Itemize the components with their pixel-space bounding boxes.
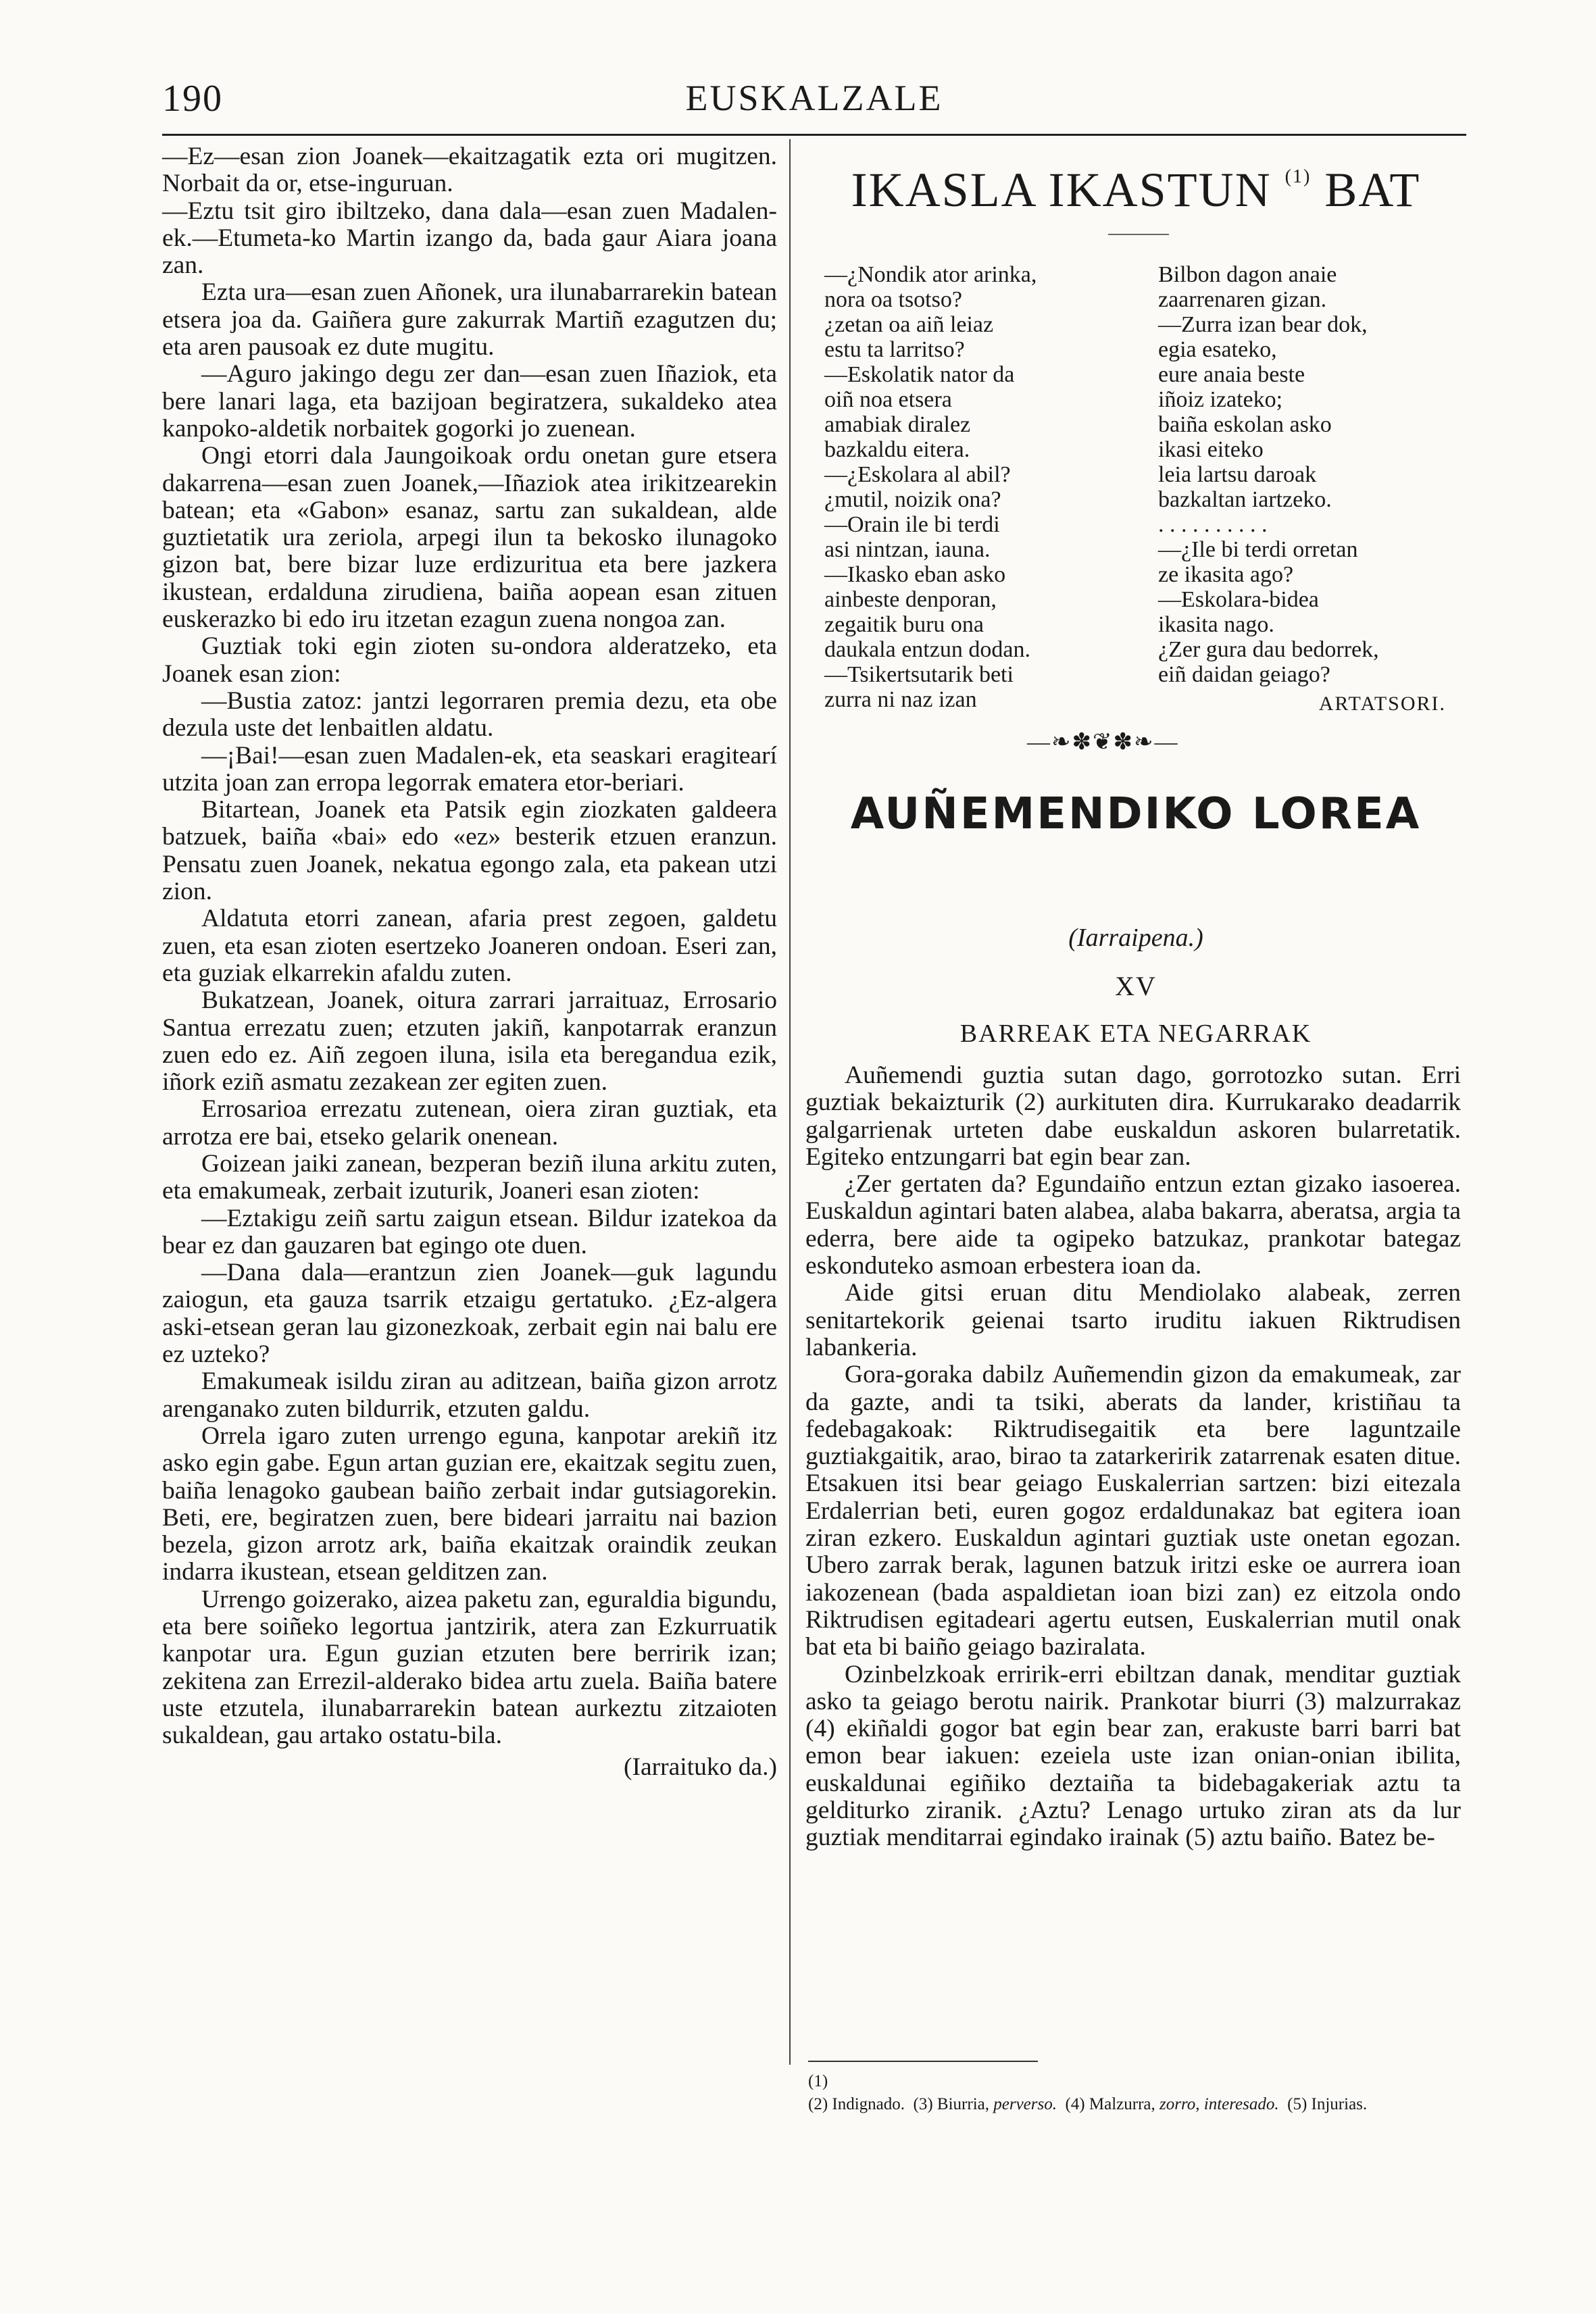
story-paragraph: —Eztakigu zeiñ sartu zaigun etsean. Bildur izatekoa da bear ez dan gauzaren bat egingo ote duen.	[162, 1204, 777, 1259]
story-column	[162, 143, 777, 1781]
footnote-4: (4) Malzurra,	[1065, 2095, 1155, 2113]
poem-line: estu ta larritso?	[824, 337, 965, 362]
chapter-title: BARREAK ETA NEGARRAK	[959, 1020, 1312, 1048]
poem-line: ikasita nago.	[1158, 612, 1274, 637]
poem-line: oiñ noa etsera	[824, 387, 952, 412]
poem-line: iñoiz izateko;	[1158, 387, 1283, 412]
story-paragraph: Urrengo goizerako, aizea paketu zan, eguraldia bigundu, eta bere soiñeko legortua jantzirik, atera zan Ezkurruatik kanpotar ura. Egun guzian etzuten bere berririk izan; zekitena zan Errezil-alderako bidea artu zuela. Baiña batere uste etzutela, ilunabarrarekin batean aurkeztu zitzaioten sukaldean, gau artako ostatu-bila.	[162, 1585, 777, 1750]
poem-title	[808, 162, 1464, 218]
poem-title-note: (1)	[1285, 166, 1312, 187]
footnotes-line-1	[808, 2093, 1457, 2116]
poem-line: zaarrenaren gizan.	[1158, 287, 1327, 312]
poem-line: ikasi eiteko	[1158, 437, 1264, 462]
story-paragraph: Ezta ura—esan zuen Añonek, ura ilunabarrarekin batean etsera joa da. Gaiñera gure zakurrak Martiñ ezagutzen du; eta aren pausoak ez dute mugitu.	[162, 278, 777, 361]
poem-line: baiña eskolan asko	[1158, 412, 1332, 437]
poem-title-rest: BAT	[1324, 163, 1421, 217]
story-paragraph: —Ez—esan zion Joanek—ekaitzagatik ezta ori mugitzen. Norbait da or, etse-inguruan.	[162, 143, 777, 198]
story-paragraph: Bukatzean, Joanek, oitura zarrari jarraituaz, Errosario Santua errezatu zuen; etzuten jakiñ, kanpotarrak eranzun zuen edo ez. Aiñ zegoen iluna, isila eta beregandua ezik, iñork eziñ asmatu zezakean zer egiten zuen.	[162, 986, 777, 1097]
poem-line: —¿Nondik ator arinka,	[824, 262, 1037, 287]
poem-line: ¿mutil, noizik ona?	[824, 487, 1001, 512]
poem-line: bazkaltan iartzeko.	[1158, 487, 1332, 512]
footnote-3: (3) Biurria,	[913, 2095, 989, 2113]
story-paragraph: Emakumeak isildu ziran au aditzean, baiña gizon arrotz arenganako zuten bildurrik, etzuten galdu.	[162, 1367, 777, 1423]
poem-line: zegaitik buru ona	[824, 612, 984, 637]
poem-line: —¿Ile bi terdi orretan	[1158, 537, 1358, 562]
column-divider	[789, 139, 791, 2065]
story-paragraph: —¡Bai!—esan zuen Madalen-ek, eta seaskari eragitearí utzita joan zan erropa legorrak ematera etor-beriari.	[162, 741, 777, 797]
poem-line: . . . . . . . . . .	[1158, 512, 1268, 537]
chapter-number: XV	[1115, 971, 1157, 1001]
ornament-divider: —❧✽❦✽❧—	[1027, 730, 1179, 755]
article-paragraph: Gora-goraka dabilz Auñemendin gizon da emakumeak, zar da gazte, andi ta tsiki, aberats da lander, kristiñau ta fedebagakoak: Riktrudisegaitik eta bere laguntzaile guztiakgaitik, arao, birao ta zatarkeririk zatarrenak esaten ditue. Etsakuen itsi bear geiago Euskalerrian sartzen: bizi eitezala Erdalerrian beti, euren gogoz erdaldunakaz bat egitera ioan ziran ezkero. Euskaldun agintari guztiak uste onetan egozan. Ubero zarrak berak, lagunen batzuk iritzi eske oe aurrera ioan iakozenean (bada aspaldietan ioan bizi zan) ez eitzola ondo Riktrudisen egitadeari agertu eutsen, Euskalerrian mutil onak bat eta bi baiño geiago baziralata.	[805, 1361, 1461, 1661]
article-column	[805, 1062, 1461, 1852]
page-header	[162, 73, 1466, 136]
story-paragraph: Aldatuta etorri zanean, afaria prest zegoen, galdetu zuen, eta esan zioten esertzeko Joaneren ondoan. Eseri zan, eta guziak elkarrekin afaldu zuten.	[162, 905, 777, 987]
article-subtitle: (Iarraipena.)	[1068, 924, 1203, 952]
page-number: 190	[162, 78, 223, 120]
poem-line: ¿Zer gura dau bedorrek,	[1158, 637, 1379, 662]
footnote-3-gloss: perverso.	[993, 2095, 1057, 2113]
poem-line: —Eskolatik nator da	[824, 362, 1015, 387]
poem-title-text: IKASLA IKASTUN	[851, 163, 1272, 217]
poem-line: egia esateko,	[1158, 337, 1277, 362]
poem-line: daukala entzun dodan.	[824, 637, 1030, 662]
article-paragraph: Auñemendi guztia sutan dago, gorrotozko sutan. Erri guztiak bekaizturik (2) aurkituten dira. Kurrukarako deadarrik galgarrienak urteten dabe euskaldun askoren bularretatik. Egiteko entzungarri bat egin bear zan.	[805, 1061, 1461, 1171]
running-title: EUSKALZALE	[685, 78, 943, 118]
story-paragraph: —Eztu tsit giro ibiltzeko, dana dala—esan zuen Madalen-ek.—Etumeta-ko Martin izango da, bada gaur Aiara joana zan.	[162, 197, 777, 280]
footnote-2: (2) Indignado.	[808, 2095, 905, 2113]
footnote-rule	[808, 2061, 1038, 2062]
poem-line: —Zurra izan bear dok,	[1158, 312, 1368, 337]
story-paragraph: —Dana dala—erantzun zien Joanek—guk lagundu zaiogun, eta gauza tsarrik etzaigu gertatuko. ¿Ez-algera aski-etsean geran lau gizonezkoak, zerbait egin nai balu ere ez uzteko?	[162, 1259, 777, 1369]
article-paragraph: ¿Zer gertaten da? Egundaiño entzun eztan gizako iasoerea. Euskaldun agintari baten alabea, alaba bakarra, aberatsa, argia ta ederra, bere aide ta ogipeko batzukaz, prankotar bategaz eskonduteko asmoan erbestera ioan da.	[805, 1170, 1461, 1280]
poem-line: ze ikasita ago?	[1158, 562, 1294, 587]
poem-line: eure anaia beste	[1158, 362, 1305, 387]
poem-line: ¿zetan oa aiñ leiaz	[824, 312, 994, 337]
article-paragraph: Ozinbelzkoak erririk-erri ebiltzan danak, menditar guztiak asko ta geiago berotu nairik. Prankotar biurri (3) malzurrakaz (4) ekiñaldi gogor bat egin bear zan, erakuste barri barri bat emon bear iakuen: ezeiela uste izan onian-onian ibilita, euskaldunai egiñiko deztaiña ta bidebagakeriak aztu ta gelditurko ziranik. ¿Aztu? Lenago urtuko ziran ats da lur guztiak menditarrai egindako irainak (5) aztu baiño. Batez be-	[805, 1660, 1461, 1852]
story-paragraph: Errosarioa errezatu zutenean, oiera ziran guztiak, eta arrotza ere bai, etseko gelarik onenean.	[162, 1095, 777, 1151]
poem-line: leia lartsu daroak	[1158, 462, 1317, 487]
poem-author: ARTATSORI.	[1318, 693, 1446, 715]
title-rule	[1108, 234, 1169, 235]
poem-line: eiñ daidan geiago?	[1158, 662, 1330, 687]
poem-line: ainbeste denporan,	[824, 587, 997, 612]
poem-line: asi nintzan, iauna.	[824, 537, 991, 562]
story-paragraph: Guztiak toki egin zioten su-ondora alderatzeko, eta Joanek esan zion:	[162, 632, 777, 688]
footnote-5: (5) Injurias.	[1287, 2095, 1368, 2113]
poem-line: —Orain ile bi terdi	[824, 512, 1000, 537]
poem-left-stanza	[824, 262, 1037, 712]
story-paragraph: Goizean jaiki zanean, bezperan beziñ iluna arkitu zuten, eta emakumeak, zerbait izuturik, Joaneri esan zioten:	[162, 1149, 777, 1205]
article-title: AUÑEMENDIKO LOREA	[850, 789, 1422, 839]
poem-line: —Tsikertsutarik beti	[824, 662, 1014, 687]
poem-line: —¿Eskolara al abil?	[824, 462, 1011, 487]
poem-line: —Ikasko eban asko	[824, 562, 1006, 587]
footnote-1: (1)	[808, 2072, 828, 2090]
story-paragraph: —Bustia zatoz: jantzi legorraren premia dezu, eta obe dezula uste det lenbaitlen aldatu.	[162, 686, 777, 743]
article-paragraph: Aide gitsi eruan ditu Mendiolako alabeak, zerren senitartekorik geienai tsarto iruditu iakuen Riktrudisen labankeria.	[805, 1279, 1461, 1361]
story-paragraph: Ongi etorri dala Jaungoikoak ordu onetan gure etsera dakarrena—esan zuen Joanek,—Iñaziok atea irikitzearekin batean; eta «Gabon» esanaz, sartu zan sukaldean, alde guztietatik ura zeriola, arpegi ilun ta bekosko ilunagoko gizon bat, bere bizar luze erdizuritua eta bere jazkera ikustean, erdalduna zirudiena, baiña aopean esan zituen euskerazko bi edo iru itzetan ezagun zuena nongoa zan.	[162, 442, 777, 634]
poem-line: amabiak diralez	[824, 412, 971, 437]
poem-line: —Eskolara-bidea	[1158, 587, 1319, 612]
story-paragraph: Orrela igaro zuten urrengo eguna, kanpotar arekiñ itz asko egin gabe. Egun artan guzian ere, ekaitzak segitu zuen, baiña lenagoko gaubean baiño zerbait indar gutsiagorekin. Beti, ere, begiratzen zuen, bere bideari jarraitu nai bazion bezela, gizon arrotz ark, baiña ekaitzak oraindik zeukan indarra ikustean, etsean gelditzen zan.	[162, 1422, 777, 1586]
poem-line: zurra ni naz izan	[824, 687, 977, 712]
footnote-4-gloss: zorro, interesado.	[1159, 2095, 1279, 2113]
continued-note: (Iarraituko da.)	[624, 1753, 777, 1781]
poem-line: bazkaldu eitera.	[824, 437, 970, 462]
poem-right-stanza	[1158, 262, 1379, 687]
story-paragraph: Bitartean, Joanek eta Patsik egin ziozkaten galdeera batzuek, baiña «bai» edo «ez» besterik etzuen eranzun. Pensatu zuen Joanek, nekatua egongo zala, eta pakean utzi zion.	[162, 796, 777, 906]
poem-line: Bilbon dagon anaie	[1158, 262, 1337, 287]
story-paragraph: —Aguro jakingo degu zer dan—esan zuen Iñaziok, eta bere lanari laga, eta bazijoan begiratzera, sukaldeko atea kanpoko-aldetik norbaitek gogorki jo zuenean.	[162, 360, 777, 443]
poem-line: nora oa tsotso?	[824, 287, 962, 312]
